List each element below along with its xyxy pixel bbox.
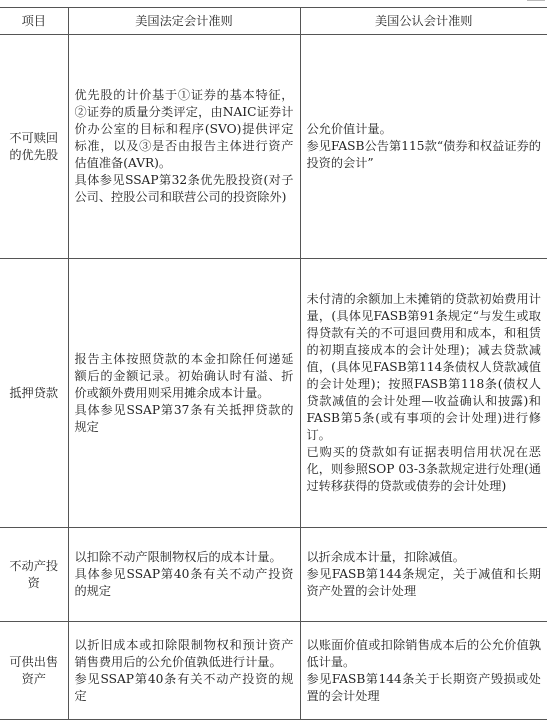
row-item-label: 不动产投 资 — [0, 528, 68, 622]
comparison-table — [0, 7, 547, 720]
row-item-label: 抵押贷款 — [0, 259, 68, 528]
table-row — [0, 528, 547, 622]
gaap-cell: 以折余成本计量，扣除减值。 参见FASB第144条规定，关于减值和长期资产处置的会计处理 — [300, 528, 547, 622]
statutory-cell: 报告主体按照贷款的本金扣除任何递延额后的金额记录。初始确认时有溢、折价或额外费用则采用摊余成本计量。 具体参见SSAP第37条有关抵押贷款的规定 — [68, 259, 300, 528]
table-row — [0, 259, 547, 528]
header-item: 项目 — [0, 8, 68, 35]
statutory-cell: 以折旧成本或扣除限制物权和预计资产销售费用后的公允价值孰低进行计量。 参见SSAP第40条有关不动产投资的规定 — [68, 622, 300, 720]
gaap-cell: 公允价值计量。 参见FASB公告第115款“债券和权益证券的投资的会计” — [300, 35, 547, 259]
statutory-cell: 以扣除不动产限制物权后的成本计量。 具体参见SSAP第40条有关不动产投资的规定 — [68, 528, 300, 622]
table-row — [0, 35, 547, 259]
gaap-cell: 以账面价值或扣除销售成本后的公允价值孰低计量。 参见FASB第144条关于长期资产毁损或处置的会计处理 — [300, 622, 547, 720]
table-row — [0, 622, 547, 720]
row-item-label: 不可赎回 的优先股 — [0, 35, 68, 259]
header-statutory: 美国法定会计准则 — [68, 8, 300, 35]
row-item-label: 可供出售 资产 — [0, 622, 68, 720]
header-gaap: 美国公认会计准则 — [300, 8, 547, 35]
table-header-row — [0, 8, 547, 35]
gaap-cell: 未付清的余额加上未摊销的贷款初始费用计量，(具体见FASB第91条规定“与发生或取得贷款有关的不可退回费用和成本，和租赁的初期直接成本的会计处理)；减去贷款减值，(具体见FASB第114条债权人贷款减值的会计处理)；按照FASB第118条(债权人贷款减值的会计处理—收益确认和披露)和FASB第5条(或有事项的会计处理)进行修订。 已购买的贷款如有证据表明信用状况在恶化，则参照SOP 03-3条款规定进行处理(通过转移获得的贷款或债券的会计处理) — [300, 259, 547, 528]
page-edge-mark — [527, 0, 545, 5]
statutory-cell: 优先股的计价基于①证券的基本特征，②证券的质量分类评定，由NAIC证券计价办公室的目标和程序(SVO)提供评定标准，以及③是否由报告主体进行资产估值准备(AVR)。 具体参见SSAP第32条优先股投资(对子公司、控股公司和联营公司的投资除外) — [68, 35, 300, 259]
